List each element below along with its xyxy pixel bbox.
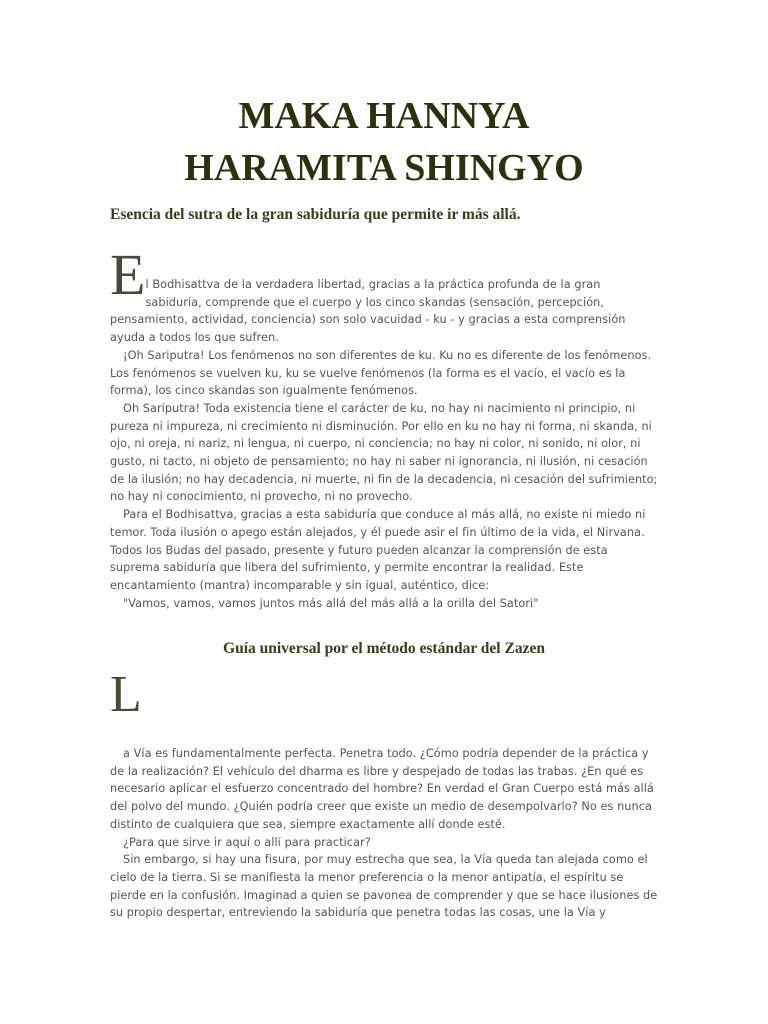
sutra-paragraph-1: sabiduría, comprende que el cuerpo y los cinco skandas (sensación, percepción, pensamiento, actividad, conciencia) son solo vacuidad - ku - y gracias a esta comprensión ayuda a todos los que sufren.	[110, 295, 626, 345]
drop-cap-l: L	[110, 666, 142, 723]
sutra-paragraph-5: "Vamos, vamos, vamos juntos más allá del más allá a la orilla del Satori"	[123, 596, 539, 610]
sutra-first-line: l Bodhisattva de la verdadera libertad, gracias a la práctica profunda de la gran	[145, 278, 601, 291]
section-heading: Guía universal por el método estándar del Zazen	[223, 640, 545, 657]
sutra-text	[110, 242, 658, 612]
sutra-paragraph-4: Para el Bodhisattva, gracias a esta sabiduría que conduce al más allá, no existe ni miedo ni temor. Toda ilusión o apego están alejados, y él puede asir el fin último de la vida, el Nirvana. Todos los Budas del pasado, presente y futuro pueden alcanzar la comprensión de esta suprema sabiduría que libera del sufrimiento, y permite encontrar la realidad. Este encantamiento (mantra) incomparable y sin igual, auténtico, dice:	[110, 508, 646, 592]
zazen-paragraph-2: ¿Para que sirve ir aquí o allí para practicar?	[123, 835, 371, 849]
zazen-paragraph-3: Sin embargo, si hay una fisura, por muy estrecha que sea, la Vía queda tan alejada como el cielo de la tierra. Si se manifiesta la menor preferencia o la menor antipatía, el espíritu se pierde en la confusión. Imaginad a quien se pavonea de comprender y que se hace ilusiones de su propio despertar, entreviendo la sabiduría que penetra todas las cosas, une la Vía y	[110, 853, 658, 920]
drop-cap-e: E	[110, 242, 146, 307]
zazen-text	[110, 745, 658, 922]
sutra-paragraph-3: Oh Sariputra! Toda existencia tiene el carácter de ku, no hay ni nacimiento ni principio, ni pureza ni impureza, ni crecimiento ni disminución. Por ello en ku no hay ni forma, ni skanda, ni ojo, ni oreja, ni nariz, ni lengua, ni cuerpo, ni conciencia; no hay ni color, ni sonido, ni olor, ni gusto, ni tacto, ni objeto de pensamiento; no hay ni saber ni ignorancia, ni ilusión, ni cesación de la ilusión; no hay decadencia, ni muerte, ni fin de la decadencia, ni cesación del sufrimiento; no hay ni conocimiento, ni provecho, ni no provecho.	[110, 401, 658, 504]
page-title-line-1: MAKA HANNYA	[238, 95, 530, 137]
sutra-paragraph-2: ¡Oh Sariputra! Los fenómenos no son diferentes de ku. Ku no es diferente de los fenómenos. Los fenómenos se vuelven ku, ku se vuelve fenómenos (la forma es el vacío, el vacío es la forma), los cinco skandas son igualmente fenómenos.	[110, 348, 652, 398]
page-title-line-2: HARAMITA SHINGYO	[184, 147, 584, 189]
zazen-paragraph-1: a Vía es fundamentalmente perfecta. Penetra todo. ¿Cómo podría depender de la práctica y de la realización? El vehículo del dharma es libre y despejado de todas las trabas. ¿En qué es necesario aplicar el esfuerzo concentrado del hombre? En verdad el Gran Cuerpo está más allá del polvo del mundo. ¿Quién podría creer que existe un medio de desempolvarlo? No es nunca distinto de cualquiera que sea, siempre exactamente allí donde esté.	[110, 747, 654, 831]
subtitle: Esencia del sutra de la gran sabiduría que permite ir más allá.	[110, 206, 521, 223]
